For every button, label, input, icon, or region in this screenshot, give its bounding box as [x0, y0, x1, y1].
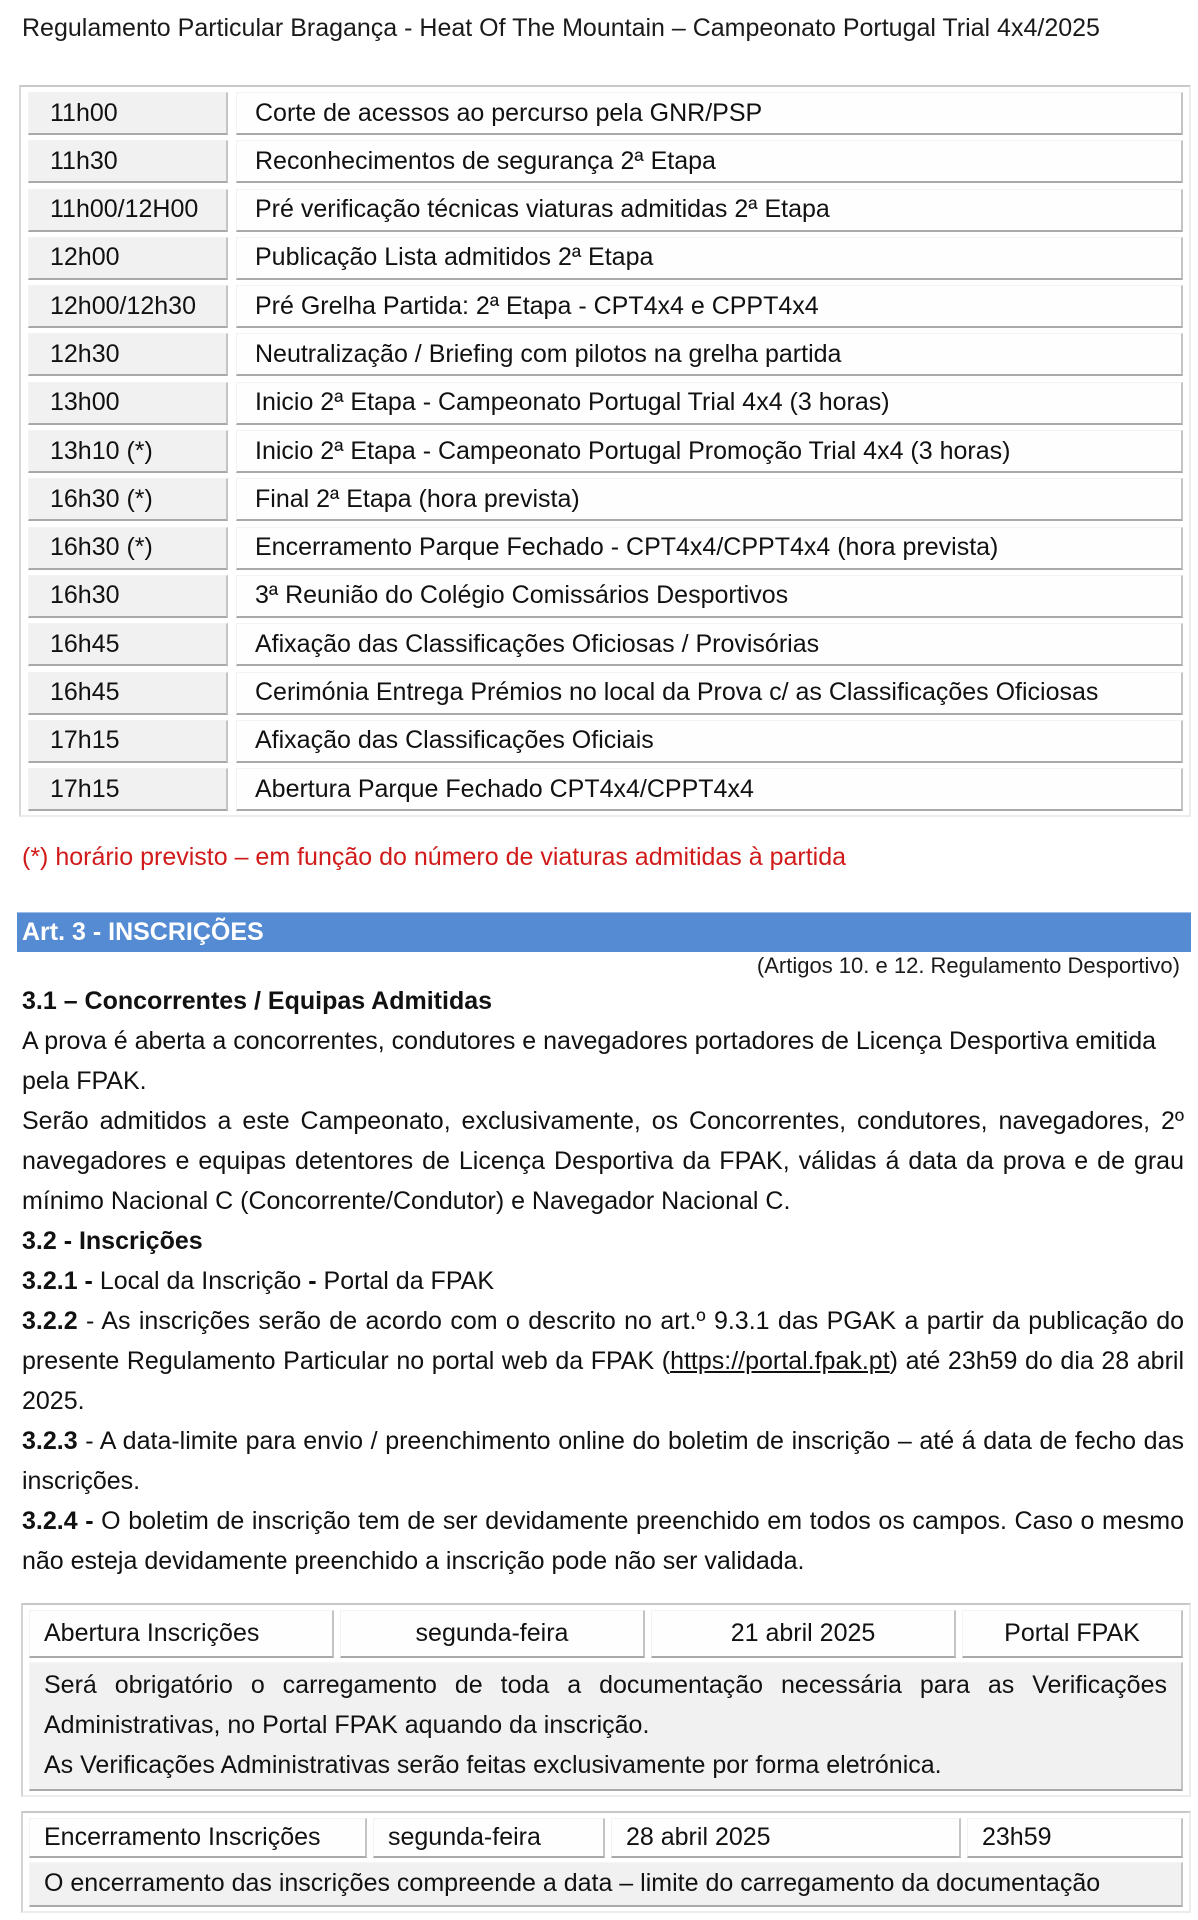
section-3-2-heading: 3.2 - Inscrições	[22, 1227, 203, 1255]
section-3-1	[22, 981, 1184, 1221]
schedule-time: 17h15	[28, 720, 228, 763]
section-3-1-paragraph-1: A prova é aberta a concorrentes, condutores e navegadores portadores de Licença Desportiva emitida pela FPAK.	[22, 1027, 1157, 1095]
schedule-time: 11h00/12H00	[28, 189, 228, 232]
item-3-2-4: 3.2.4 - O boletim de inscrição tem de ser devidamente preenchido em todos os campos. Caso o mesmo não esteja devidamente preenchido a inscrição pode não ser validada.	[22, 1507, 1184, 1575]
opening-place: Portal FPAK	[962, 1610, 1183, 1658]
schedule-time: 16h45	[28, 672, 228, 715]
opening-registration-table	[21, 1603, 1191, 1797]
schedule-row	[28, 333, 1183, 376]
schedule-time: 13h10 (*)	[28, 430, 228, 473]
schedule-time: 12h00/12h30	[28, 285, 228, 328]
schedule-description: Inicio 2ª Etapa - Campeonato Portugal Promoção Trial 4x4 (3 horas)	[236, 430, 1183, 473]
item-3-2-3: 3.2.3 - A data-limite para envio / preenchimento online do boletim de inscrição – até á data de fecho das inscrições.	[22, 1427, 1184, 1495]
section-3-1-heading: 3.1 – Concorrentes / Equipas Admitidas	[22, 987, 493, 1015]
fpak-portal-link[interactable]: https://portal.fpak.pt	[670, 1347, 890, 1375]
opening-note	[29, 1662, 1183, 1791]
schedule-description: Corte de acessos ao percurso pela GNR/PSP	[236, 92, 1183, 135]
schedule-row	[28, 672, 1183, 715]
schedule-row	[28, 478, 1183, 521]
schedule-time: 16h30	[28, 575, 228, 618]
closing-time: 23h59	[967, 1818, 1183, 1858]
closing-date: 28 abril 2025	[611, 1818, 961, 1858]
schedule-description: Neutralização / Briefing com pilotos na grelha partida	[236, 333, 1183, 376]
schedule-time: 17h15	[28, 768, 228, 811]
schedule-description: Final 2ª Etapa (hora prevista)	[236, 478, 1183, 521]
opening-label: Abertura Inscrições	[29, 1610, 334, 1658]
schedule-time: 16h30 (*)	[28, 478, 228, 521]
schedule-time: 11h00	[28, 92, 228, 135]
schedule-row	[28, 720, 1183, 763]
schedule-row	[28, 623, 1183, 666]
schedule-footnote: (*) horário previsto – em função do número de viaturas admitidas à partida	[22, 843, 847, 871]
opening-note-line-2: As Verificações Administrativas serão feitas exclusivamente por forma eletrónica.	[44, 1751, 942, 1779]
schedule-description: Afixação das Classificações Oficiais	[236, 720, 1183, 763]
closing-weekday: segunda-feira	[373, 1818, 605, 1858]
schedule-time: 16h30 (*)	[28, 527, 228, 570]
schedule-row	[28, 575, 1183, 618]
opening-note-line-1: Será obrigatório o carregamento de toda a documentação necessária para as Verificações Administrativas, no Portal FPAK aquando da inscrição.	[44, 1671, 1167, 1739]
schedule-row	[28, 237, 1183, 280]
schedule-time: 12h30	[28, 333, 228, 376]
schedule-description: Publicação Lista admitidos 2ª Etapa	[236, 237, 1183, 280]
schedule-description: Cerimónia Entrega Prémios no local da Prova c/ as Classificações Oficiosas	[236, 672, 1183, 715]
schedule-time: 11h30	[28, 140, 228, 183]
section-3-1-paragraph-2: Serão admitidos a este Campeonato, exclusivamente, os Concorrentes, condutores, navegadores, 2º navegadores e equipas detentores de Licença Desportiva da FPAK, válidas á data da prova e de grau mínimo Nacional C (Concorrente/Condutor) e Navegador Nacional C.	[22, 1107, 1184, 1215]
closing-label: Encerramento Inscrições	[29, 1818, 367, 1858]
closing-note: O encerramento das inscrições compreende a data – limite do carregamento da documentação	[29, 1862, 1183, 1907]
schedule-row	[28, 285, 1183, 328]
schedule-description: Pré Grelha Partida: 2ª Etapa - CPT4x4 e CPPT4x4	[236, 285, 1183, 328]
schedule-row	[28, 92, 1183, 135]
page-header-title: Regulamento Particular Bragança - Heat Of The Mountain – Campeonato Portugal Trial 4x4/2025	[22, 14, 1100, 42]
section-3-2	[22, 1221, 1184, 1581]
opening-date: 21 abril 2025	[651, 1610, 956, 1658]
item-3-2-1: 3.2.1 - Local da Inscrição - Portal da FPAK	[22, 1267, 495, 1295]
schedule-row	[28, 527, 1183, 570]
schedule-description: Pré verificação técnicas viaturas admitidas 2ª Etapa	[236, 189, 1183, 232]
item-3-2-2: 3.2.2 - As inscrições serão de acordo com o descrito no art.º 9.3.1 das PGAK a partir da publicação do presente Regulamento Particular no portal web da FPAK (https://portal.fpak.pt) até 23h59 do dia 28 abril 2025.	[22, 1307, 1184, 1415]
closing-registration-table	[21, 1811, 1191, 1913]
schedule-description: 3ª Reunião do Colégio Comissários Desportivos	[236, 575, 1183, 618]
schedule-row	[28, 382, 1183, 425]
schedule-description: Abertura Parque Fechado CPT4x4/CPPT4x4	[236, 768, 1183, 811]
schedule-description: Inicio 2ª Etapa - Campeonato Portugal Trial 4x4 (3 horas)	[236, 382, 1183, 425]
schedule-time: 12h00	[28, 237, 228, 280]
schedule-table	[19, 85, 1191, 817]
schedule-time: 16h45	[28, 623, 228, 666]
article-title: Art. 3 - INSCRIÇÕES	[22, 918, 264, 946]
schedule-row	[28, 140, 1183, 183]
schedule-row	[28, 189, 1183, 232]
article-3-banner	[17, 912, 1191, 952]
article-reference: (Artigos 10. e 12. Regulamento Desportivo)	[756, 953, 1180, 978]
schedule-row	[28, 768, 1183, 811]
opening-weekday: segunda-feira	[340, 1610, 645, 1658]
schedule-description: Encerramento Parque Fechado - CPT4x4/CPPT4x4 (hora prevista)	[236, 527, 1183, 570]
schedule-time: 13h00	[28, 382, 228, 425]
schedule-description: Reconhecimentos de segurança 2ª Etapa	[236, 140, 1183, 183]
schedule-description: Afixação das Classificações Oficiosas / Provisórias	[236, 623, 1183, 666]
schedule-row	[28, 430, 1183, 473]
